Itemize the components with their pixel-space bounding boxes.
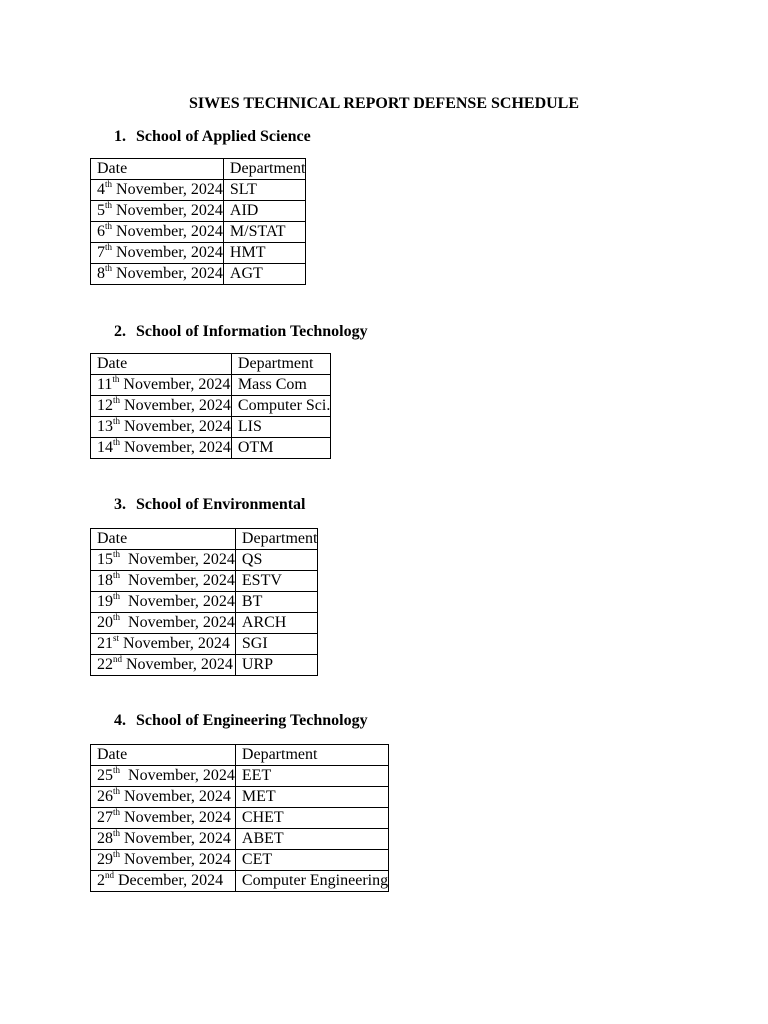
date-cell: 22nd November, 2024 — [91, 655, 236, 676]
table-row — [91, 550, 318, 571]
table-row — [91, 375, 331, 396]
date-column-header: Date — [91, 159, 224, 180]
department-cell: Mass Com — [231, 375, 330, 396]
section-number: 2. — [114, 323, 126, 340]
section-heading — [114, 127, 311, 147]
date-cell: 15th November, 2024 — [91, 550, 236, 571]
table-row — [91, 766, 389, 787]
date-cell: 20th November, 2024 — [91, 613, 236, 634]
schedule-table — [90, 353, 331, 459]
table-row — [91, 201, 306, 222]
table-row — [91, 571, 318, 592]
date-cell: 21st November, 2024 — [91, 634, 236, 655]
department-cell: LIS — [231, 417, 330, 438]
date-cell: 27th November, 2024 — [91, 808, 236, 829]
table-row — [91, 243, 306, 264]
date-cell: 4th November, 2024 — [91, 180, 224, 201]
department-cell: SGI — [235, 634, 318, 655]
table-row — [91, 871, 389, 892]
section-title: School of Engineering Technology — [136, 712, 368, 729]
table-header-row — [91, 529, 318, 550]
section-title: School of Applied Science — [136, 128, 311, 145]
date-cell: 13th November, 2024 — [91, 417, 232, 438]
section-heading — [114, 495, 306, 515]
date-cell: 2nd December, 2024 — [91, 871, 236, 892]
table-header-row — [91, 159, 306, 180]
department-cell: URP — [235, 655, 318, 676]
table-row — [91, 613, 318, 634]
date-cell: 28th November, 2024 — [91, 829, 236, 850]
department-column-header: Department — [235, 529, 318, 550]
table-row — [91, 655, 318, 676]
table-row — [91, 850, 389, 871]
date-cell: 18th November, 2024 — [91, 571, 236, 592]
department-cell: CET — [235, 850, 388, 871]
department-column-header: Department — [235, 745, 388, 766]
department-cell: MET — [235, 787, 388, 808]
date-cell: 29th November, 2024 — [91, 850, 236, 871]
date-cell: 5th November, 2024 — [91, 201, 224, 222]
section-title: School of Information Technology — [136, 323, 368, 340]
table-row — [91, 180, 306, 201]
department-cell: QS — [235, 550, 318, 571]
table-row — [91, 787, 389, 808]
date-cell: 25th November, 2024 — [91, 766, 236, 787]
section-title: School of Environmental — [136, 496, 306, 513]
table-header-row — [91, 354, 331, 375]
date-cell: 11th November, 2024 — [91, 375, 232, 396]
section-number: 4. — [114, 712, 126, 729]
section-number: 1. — [114, 128, 126, 145]
department-cell: AID — [223, 201, 306, 222]
table-row — [91, 592, 318, 613]
table-row — [91, 222, 306, 243]
schedule-table — [90, 528, 318, 676]
date-column-header: Date — [91, 529, 236, 550]
date-cell: 6th November, 2024 — [91, 222, 224, 243]
department-column-header: Department — [231, 354, 330, 375]
department-cell: BT — [235, 592, 318, 613]
schedule-table — [90, 744, 389, 892]
section-heading — [114, 322, 368, 342]
department-cell: HMT — [223, 243, 306, 264]
department-cell: SLT — [223, 180, 306, 201]
department-cell: AGT — [223, 264, 306, 285]
department-cell: M/STAT — [223, 222, 306, 243]
schedule-table — [90, 158, 306, 285]
department-cell: EET — [235, 766, 388, 787]
table-row — [91, 634, 318, 655]
date-column-header: Date — [91, 354, 232, 375]
date-cell: 8th November, 2024 — [91, 264, 224, 285]
section-heading — [114, 711, 368, 731]
document-title: SIWES TECHNICAL REPORT DEFENSE SCHEDULE — [188, 95, 580, 112]
table-header-row — [91, 745, 389, 766]
table-row — [91, 396, 331, 417]
table-row — [91, 808, 389, 829]
department-cell: ARCH — [235, 613, 318, 634]
table-row — [91, 438, 331, 459]
date-cell: 26th November, 2024 — [91, 787, 236, 808]
table-row — [91, 829, 389, 850]
date-cell: 7th November, 2024 — [91, 243, 224, 264]
date-cell: 19th November, 2024 — [91, 592, 236, 613]
department-cell: ESTV — [235, 571, 318, 592]
department-cell: OTM — [231, 438, 330, 459]
table-row — [91, 417, 331, 438]
date-column-header: Date — [91, 745, 236, 766]
date-cell: 14th November, 2024 — [91, 438, 232, 459]
department-cell: ABET — [235, 829, 388, 850]
department-cell: Computer Sci. — [231, 396, 330, 417]
department-column-header: Department — [223, 159, 306, 180]
section-number: 3. — [114, 496, 126, 513]
date-cell: 12th November, 2024 — [91, 396, 232, 417]
table-row — [91, 264, 306, 285]
department-cell: CHET — [235, 808, 388, 829]
department-cell: Computer Engineering — [235, 871, 388, 892]
